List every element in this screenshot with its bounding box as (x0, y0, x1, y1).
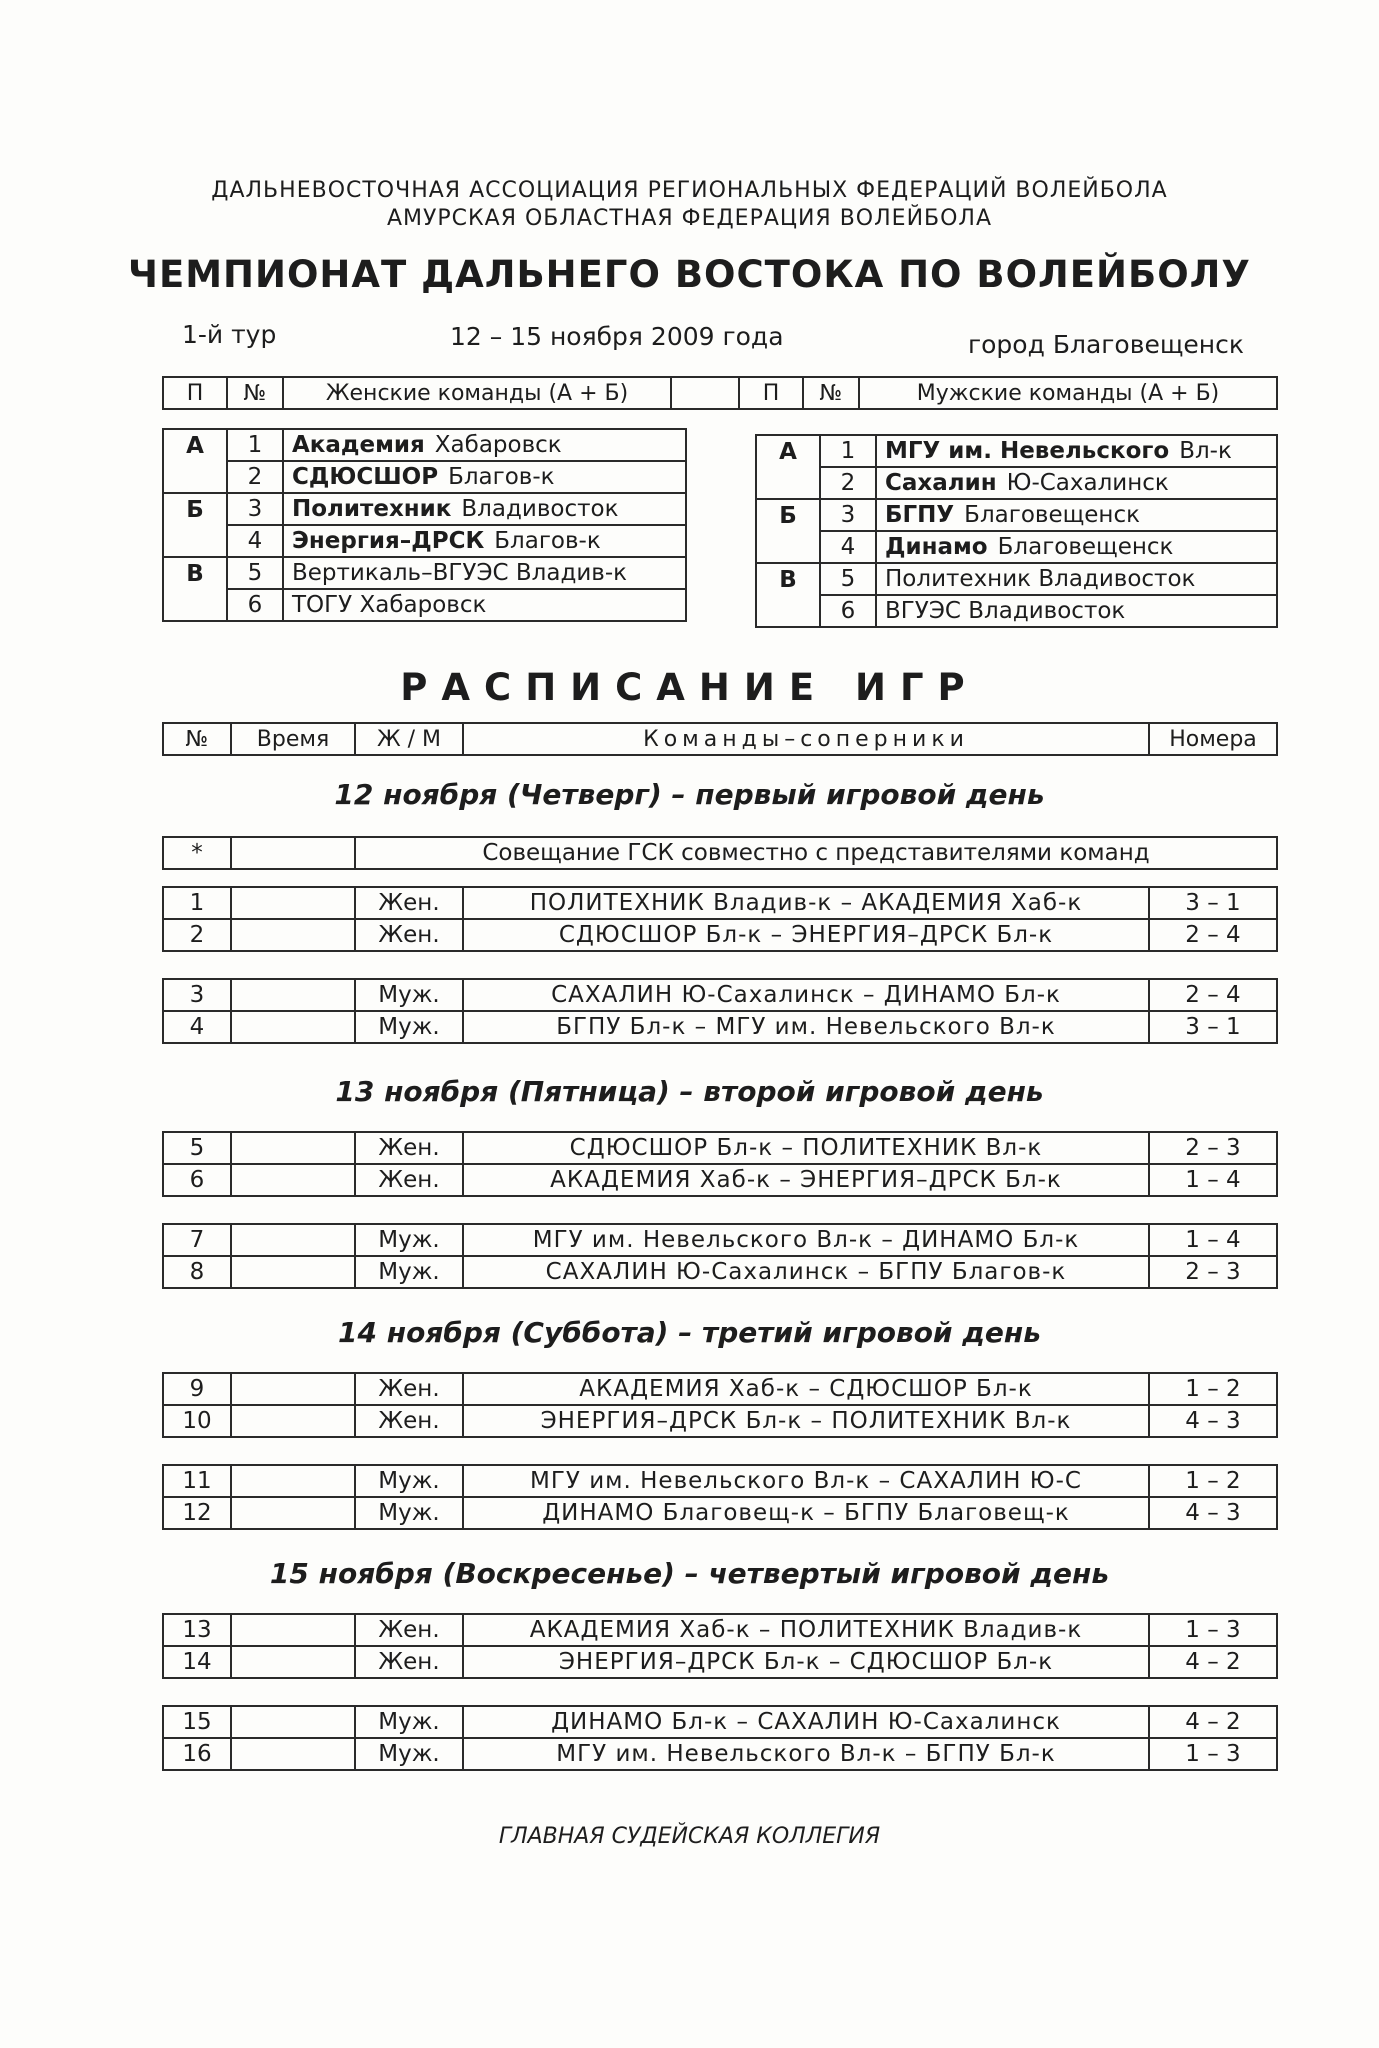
team-name: Сахалин (885, 470, 997, 496)
day-heading: 14 ноября (Суббота) – третий игровой день (338, 1316, 1041, 1349)
col-num: № (227, 377, 283, 409)
team-num: 2 (227, 461, 283, 493)
match-time (231, 1256, 355, 1288)
match-gender: Муж. (355, 1011, 463, 1043)
match-teams: МГУ им. Невельского Вл-к – ДИНАМО Бл-к (463, 1224, 1149, 1256)
match-time (231, 1465, 355, 1497)
team-group: В (163, 557, 227, 589)
match-row (163, 979, 1277, 1011)
women-teams-table (162, 428, 687, 622)
team-city: Вл-к (1179, 438, 1232, 464)
team-num: 5 (820, 563, 876, 595)
team-name-cell (876, 563, 1277, 595)
match-time (231, 887, 355, 919)
match-number: 3 (163, 979, 231, 1011)
match-number: 4 (163, 1011, 231, 1043)
match-gender: Муж. (355, 1706, 463, 1738)
match-row (163, 1614, 1277, 1646)
match-numbers: 1 – 4 (1149, 1224, 1277, 1256)
match-block (162, 1705, 1278, 1771)
match-numbers: 2 – 4 (1149, 979, 1277, 1011)
match-row (163, 1497, 1277, 1529)
team-row (163, 429, 686, 461)
match-teams: МГУ им. Невельского Вл-к – САХАЛИН Ю-С (463, 1465, 1149, 1497)
team-city: Благовещенск (964, 502, 1140, 528)
team-name-cell (876, 467, 1277, 499)
match-number: 1 (163, 887, 231, 919)
match-teams: САХАЛИН Ю-Сахалинск – ДИНАМО Бл-к (463, 979, 1149, 1011)
match-teams: АКАДЕМИЯ Хаб-к – ПОЛИТЕХНИК Владив-к (463, 1614, 1149, 1646)
day-heading: 15 ноября (Воскресенье) – четвертый игровой день (269, 1557, 1110, 1590)
match-numbers: 3 – 1 (1149, 887, 1277, 919)
match-row (163, 1011, 1277, 1043)
match-numbers: 1 – 4 (1149, 1164, 1277, 1196)
match-block (162, 1613, 1278, 1679)
match-numbers: 1 – 3 (1149, 1614, 1277, 1646)
match-number: 15 (163, 1706, 231, 1738)
match-number: 10 (163, 1405, 231, 1437)
team-row (163, 525, 686, 557)
team-city: Благов-к (494, 528, 601, 554)
match-number: 11 (163, 1465, 231, 1497)
day-heading: 12 ноября (Четверг) – первый игровой день (334, 778, 1045, 811)
match-gender: Муж. (355, 1465, 463, 1497)
match-time (231, 1373, 355, 1405)
team-city: Благов-к (448, 464, 555, 490)
day-heading: 13 ноября (Пятница) – второй игровой день (335, 1075, 1044, 1108)
match-teams: ЭНЕРГИЯ–ДРСК Бл-к – ПОЛИТЕХНИК Вл-к (463, 1405, 1149, 1437)
team-group (163, 525, 227, 557)
team-name: ВГУЭС Владивосток (885, 598, 1126, 624)
team-name-cell (283, 429, 686, 461)
match-row (163, 1132, 1277, 1164)
col-group: П (163, 377, 227, 409)
match-numbers: 1 – 2 (1149, 1465, 1277, 1497)
col-numbers: Номера (1149, 723, 1277, 755)
team-row (756, 563, 1277, 595)
match-row (163, 1465, 1277, 1497)
team-num: 6 (227, 589, 283, 621)
team-name: МГУ им. Невельского (885, 438, 1170, 464)
page-title: ЧЕМПИОНАТ ДАЛЬНЕГО ВОСТОКА ПО ВОЛЕЙБОЛУ (128, 253, 1251, 296)
match-number: 5 (163, 1132, 231, 1164)
match-row (163, 1164, 1277, 1196)
match-block (162, 886, 1278, 952)
team-group: Б (163, 493, 227, 525)
teams-header (162, 376, 1278, 410)
city-label: город Благовещенск (968, 330, 1244, 359)
match-numbers: 2 – 4 (1149, 919, 1277, 951)
match-block (162, 1464, 1278, 1530)
team-group: А (756, 435, 820, 467)
match-time (231, 1497, 355, 1529)
match-row (163, 1706, 1277, 1738)
team-row (756, 435, 1277, 467)
team-num: 2 (820, 467, 876, 499)
match-gender: Муж. (355, 1497, 463, 1529)
col-gender: Ж / М (355, 723, 463, 755)
team-name-cell (876, 531, 1277, 563)
team-name: Академия (292, 432, 425, 458)
team-row (756, 467, 1277, 499)
team-city: Ю-Сахалинск (1006, 470, 1169, 496)
meeting-text: Совещание ГСК совместно с представителями команд (355, 837, 1277, 869)
match-gender: Жен. (355, 1405, 463, 1437)
match-number: 8 (163, 1256, 231, 1288)
match-gender: Муж. (355, 1224, 463, 1256)
team-num: 3 (227, 493, 283, 525)
match-teams: САХАЛИН Ю-Сахалинск – БГПУ Благов-к (463, 1256, 1149, 1288)
match-gender: Жен. (355, 919, 463, 951)
match-time (231, 1224, 355, 1256)
schedule-header (162, 722, 1278, 756)
match-time (231, 1011, 355, 1043)
team-group (163, 461, 227, 493)
dates-label: 12 – 15 ноября 2009 года (450, 322, 784, 351)
match-gender: Муж. (355, 979, 463, 1011)
match-gender: Жен. (355, 1646, 463, 1678)
match-teams: АКАДЕМИЯ Хаб-к – ЭНЕРГИЯ–ДРСК Бл-к (463, 1164, 1149, 1196)
match-teams: ДИНАМО Бл-к – САХАЛИН Ю-Сахалинск (463, 1706, 1149, 1738)
match-time (231, 1132, 355, 1164)
team-group (756, 531, 820, 563)
team-name-cell (283, 589, 686, 621)
team-row (163, 557, 686, 589)
match-teams: СДЮСШОР Бл-к – ПОЛИТЕХНИК Вл-к (463, 1132, 1149, 1164)
match-teams: БГПУ Бл-к – МГУ им. Невельского Вл-к (463, 1011, 1149, 1043)
match-numbers: 2 – 3 (1149, 1256, 1277, 1288)
match-numbers: 3 – 1 (1149, 1011, 1277, 1043)
match-time (231, 979, 355, 1011)
team-name: Вертикаль–ВГУЭС Владив-к (292, 560, 628, 586)
org-title-1: ДАЛЬНЕВОСТОЧНАЯ АССОЦИАЦИЯ РЕГИОНАЛЬНЫХ ФЕДЕРАЦИЙ ВОЛЕЙБОЛА (211, 178, 1168, 203)
men-teams-table (755, 434, 1278, 628)
match-teams: ЭНЕРГИЯ–ДРСК Бл-к – СДЮСШОР Бл-к (463, 1646, 1149, 1678)
match-teams: ПОЛИТЕХНИК Владив-к – АКАДЕМИЯ Хаб-к (463, 887, 1149, 919)
team-name: СДЮСШОР (292, 464, 439, 490)
team-name: Политехник (292, 496, 452, 522)
match-block (162, 1223, 1278, 1289)
team-row (756, 531, 1277, 563)
team-name-cell (283, 525, 686, 557)
col-num-m: № (803, 377, 859, 409)
team-city: Хабаровск (434, 432, 562, 458)
match-numbers: 4 – 2 (1149, 1646, 1277, 1678)
team-group: В (756, 563, 820, 595)
team-name-cell (876, 435, 1277, 467)
men-title: Мужские команды (А + Б) (859, 377, 1277, 409)
team-row (163, 461, 686, 493)
team-group (756, 467, 820, 499)
team-row (163, 493, 686, 525)
team-group (756, 595, 820, 627)
team-group: Б (756, 499, 820, 531)
team-group: А (163, 429, 227, 461)
match-teams: СДЮСШОР Бл-к – ЭНЕРГИЯ–ДРСК Бл-к (463, 919, 1149, 951)
match-block (162, 978, 1278, 1044)
team-num: 3 (820, 499, 876, 531)
meeting-time (231, 837, 355, 869)
footer-signature: ГЛАВНАЯ СУДЕЙСКАЯ КОЛЛЕГИЯ (498, 1824, 881, 1849)
team-name: ТОГУ Хабаровск (292, 592, 487, 618)
team-group (163, 589, 227, 621)
match-gender: Жен. (355, 1373, 463, 1405)
match-time (231, 919, 355, 951)
match-time (231, 1738, 355, 1770)
schedule-title: РАСПИСАНИЕ ИГР (400, 666, 979, 709)
team-num: 1 (820, 435, 876, 467)
team-num: 4 (227, 525, 283, 557)
col-teams: Команды–соперники (463, 723, 1149, 755)
match-number: 6 (163, 1164, 231, 1196)
team-name: Политехник Владивосток (885, 566, 1196, 592)
team-num: 1 (227, 429, 283, 461)
match-time (231, 1614, 355, 1646)
match-number: 12 (163, 1497, 231, 1529)
col-num: № (163, 723, 231, 755)
match-gender: Муж. (355, 1256, 463, 1288)
team-num: 5 (227, 557, 283, 589)
team-row (756, 595, 1277, 627)
team-name-cell (876, 595, 1277, 627)
women-title: Женские команды (А + Б) (283, 377, 671, 409)
team-row (756, 499, 1277, 531)
match-numbers: 1 – 3 (1149, 1738, 1277, 1770)
match-row (163, 1224, 1277, 1256)
match-numbers: 2 – 3 (1149, 1132, 1277, 1164)
team-name-cell (283, 493, 686, 525)
team-name: Энергия–ДРСК (292, 528, 485, 554)
team-num: 6 (820, 595, 876, 627)
match-time (231, 1706, 355, 1738)
match-gender: Жен. (355, 1614, 463, 1646)
team-name-cell (283, 461, 686, 493)
match-time (231, 1164, 355, 1196)
match-row (163, 1256, 1277, 1288)
match-number: 14 (163, 1646, 231, 1678)
round-label: 1-й тур (182, 320, 277, 349)
col-time: Время (231, 723, 355, 755)
match-teams: АКАДЕМИЯ Хаб-к – СДЮСШОР Бл-к (463, 1373, 1149, 1405)
match-number: 7 (163, 1224, 231, 1256)
team-name: Динамо (885, 534, 988, 560)
match-number: 16 (163, 1738, 231, 1770)
match-numbers: 4 – 2 (1149, 1706, 1277, 1738)
meeting-mark: * (163, 837, 231, 869)
match-gender: Жен. (355, 1164, 463, 1196)
match-teams: МГУ им. Невельского Вл-к – БГПУ Бл-к (463, 1738, 1149, 1770)
org-title-2: АМУРСКАЯ ОБЛАСТНАЯ ФЕДЕРАЦИЯ ВОЛЕЙБОЛА (386, 206, 993, 231)
match-time (231, 1405, 355, 1437)
match-teams: ДИНАМО Благовещ-к – БГПУ Благовещ-к (463, 1497, 1149, 1529)
match-row (163, 1373, 1277, 1405)
team-name: БГПУ (885, 502, 955, 528)
meeting-table (162, 836, 1278, 870)
team-num: 4 (820, 531, 876, 563)
team-name-cell (876, 499, 1277, 531)
team-city: Благовещенск (997, 534, 1174, 560)
match-gender: Муж. (355, 1738, 463, 1770)
team-name-cell (283, 557, 686, 589)
match-block (162, 1131, 1278, 1197)
match-gender: Жен. (355, 887, 463, 919)
match-block (162, 1372, 1278, 1438)
spacer (671, 377, 739, 409)
match-time (231, 1646, 355, 1678)
match-number: 9 (163, 1373, 231, 1405)
match-row (163, 887, 1277, 919)
team-row (163, 589, 686, 621)
match-numbers: 1 – 2 (1149, 1373, 1277, 1405)
col-group-m: П (739, 377, 803, 409)
match-gender: Жен. (355, 1132, 463, 1164)
match-number: 2 (163, 919, 231, 951)
match-row (163, 919, 1277, 951)
match-numbers: 4 – 3 (1149, 1405, 1277, 1437)
match-row (163, 1646, 1277, 1678)
match-numbers: 4 – 3 (1149, 1497, 1277, 1529)
match-row (163, 1738, 1277, 1770)
match-number: 13 (163, 1614, 231, 1646)
team-city: Владивосток (461, 496, 619, 522)
match-row (163, 1405, 1277, 1437)
